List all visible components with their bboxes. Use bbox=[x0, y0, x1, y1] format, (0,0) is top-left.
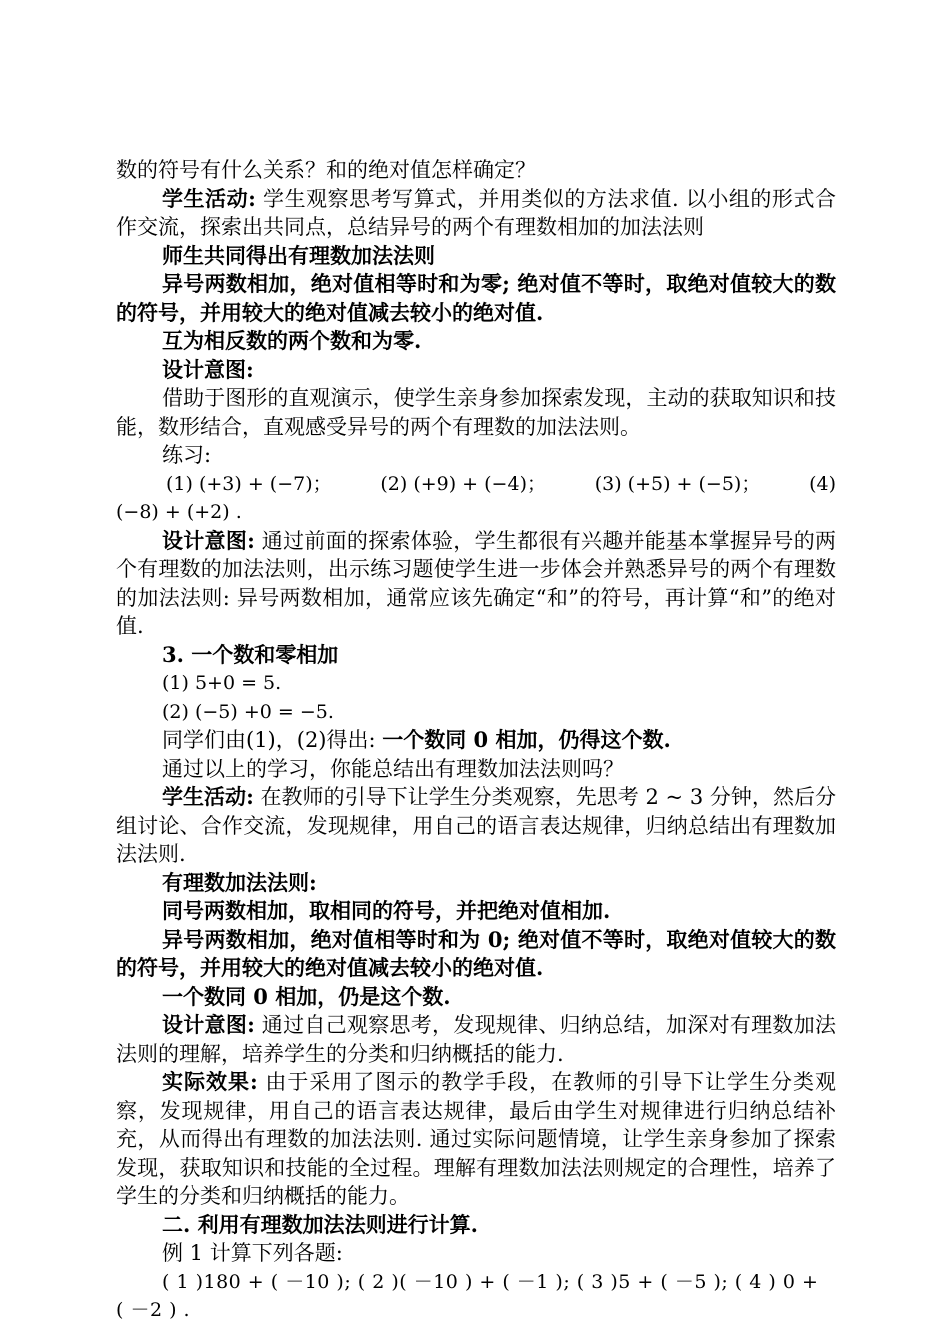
paragraph-design-intent-2 bbox=[116, 527, 836, 641]
text-design-intent-3: 通过自己观察思考，发现规律、归纳总结，加深对有理数加法法则的理解，培养学生的分类和归纳概括的能力. bbox=[116, 1013, 836, 1066]
label-student-activity-2: 学生活动: bbox=[162, 784, 254, 809]
paragraph-continuation: 数的符号有什么关系？和的绝对值怎样确定？ bbox=[116, 158, 536, 182]
example-1-title: 例 1 计算下列各题: bbox=[162, 1241, 343, 1265]
example-1-problems-continued: ( －2 ) . bbox=[116, 1299, 191, 1321]
paragraph-actual-effect bbox=[116, 1068, 836, 1211]
heading-rule-title: 师生共同得出有理数加法法则 bbox=[162, 242, 435, 268]
paragraph-opposite-numbers: 互为相反数的两个数和为零. bbox=[162, 328, 422, 353]
exercise-4: (−8) + (+2) . bbox=[116, 501, 242, 523]
exercise-3: (3) (+5) + (−5)； bbox=[594, 472, 761, 495]
paragraph-design-intent-1: 借助于图形的直观演示，使学生亲身参加探索发现，主动的获取知识和技能，数形结合，直观感受异号的两个有理数的加法法则。 bbox=[116, 386, 836, 439]
rule-opposite-sign: 异号两数相加，绝对值相等时和为 0; 绝对值不等时，取绝对值较大的数的符号，并用较大的绝对值减去较小的绝对值. bbox=[116, 926, 836, 980]
paragraph-conclusion-zero bbox=[116, 726, 836, 755]
text-actual-effect: 由于采用了图示的教学手段，在教师的引导下让学生分类观察，发现规律，用自己的语言表达规律，最后由学生对规律进行归纳总结补充，从而得出有理数的加法法则. 通过实际问题情境，让学生亲身参加了探索发现，获取知识和技能的全过程。理解有理数加法法则规定的合理性，培养了学生的分类和归纳概括的能力。 bbox=[116, 1070, 836, 1208]
exercise-4-number: (4) bbox=[809, 472, 836, 495]
text-conclusion-lead: 同学们由(1)，(2)得出: bbox=[162, 728, 383, 752]
exercise-2: (2) (+9) + (−4)； bbox=[380, 472, 546, 495]
text-student-activity: 学生观察思考写算式，并用类似的方法求值. 以小组的形式合作交流，探索出共同点，总结异号的两个有理数相加的加法法则 bbox=[116, 186, 836, 239]
label-design-intent-3: 设计意图: bbox=[162, 1012, 255, 1037]
example-1-problems: ( 1 )180 + ( －10 ); ( 2 )( －10 ) + ( －1 ); ( 3 )5 + ( －5 ); ( 4 ) 0 + bbox=[162, 1270, 819, 1293]
document-page bbox=[116, 156, 836, 1325]
label-actual-effect: 实际效果: bbox=[162, 1069, 258, 1094]
equation-2: (2) (−5) +0 = −5. bbox=[162, 700, 334, 723]
text-design-intent-2: 通过前面的探索体验，学生都很有兴趣并能基本掌握异号的两个有理数的加法法则，出示练习题使学生进一步体会并熟悉异号的两个有理数的加法法则: 异号两数相加，通常应该先确定“和”的符号，再计算“和”的绝对值. bbox=[116, 528, 836, 638]
label-design-intent-1: 设计意图: bbox=[162, 356, 254, 382]
paragraph-student-activity-1 bbox=[116, 185, 836, 242]
label-student-activity: 学生活动: bbox=[162, 185, 256, 211]
label-practice: 练习: bbox=[162, 443, 212, 467]
heading-section-3: 3. 一个数和零相加 bbox=[162, 641, 339, 667]
paragraph-student-activity-2 bbox=[116, 783, 836, 869]
label-design-intent-2: 设计意图: bbox=[162, 527, 255, 553]
heading-addition-rules: 有理数加法法则: bbox=[162, 869, 317, 895]
rule-same-sign: 同号两数相加，取相同的符号，并把绝对值相加. bbox=[162, 898, 611, 923]
heading-section-two: 二. 利用有理数加法法则进行计算. bbox=[162, 1211, 478, 1237]
paragraph-design-intent-3 bbox=[116, 1011, 836, 1068]
rule-add-zero: 一个数同 0 相加，仍是这个数. bbox=[162, 983, 451, 1009]
equation-1: (1) 5+0 = 5. bbox=[162, 672, 282, 694]
text-conclusion-bold: 一个数同 0 相加，仍得这个数. bbox=[382, 727, 671, 752]
exercise-1: (1) (+3) + (−7)； bbox=[166, 472, 332, 495]
paragraph-rule-body: 异号两数相加，绝对值相等时和为零; 绝对值不等时，取绝对值较大的数的符号，并用较大的绝对值减去较小的绝对值. bbox=[116, 271, 836, 325]
text-student-activity-2: 在教师的引导下让学生分类观察，先思考 2 ~ 3 分钟，然后分组讨论、合作交流，发现规律，用自己的语言表达规律，归纳总结出有理数加法法则. bbox=[116, 785, 836, 866]
practice-row bbox=[116, 470, 836, 499]
paragraph-question: 通过以上的学习，你能总结出有理数加法法则吗？ bbox=[162, 756, 624, 781]
